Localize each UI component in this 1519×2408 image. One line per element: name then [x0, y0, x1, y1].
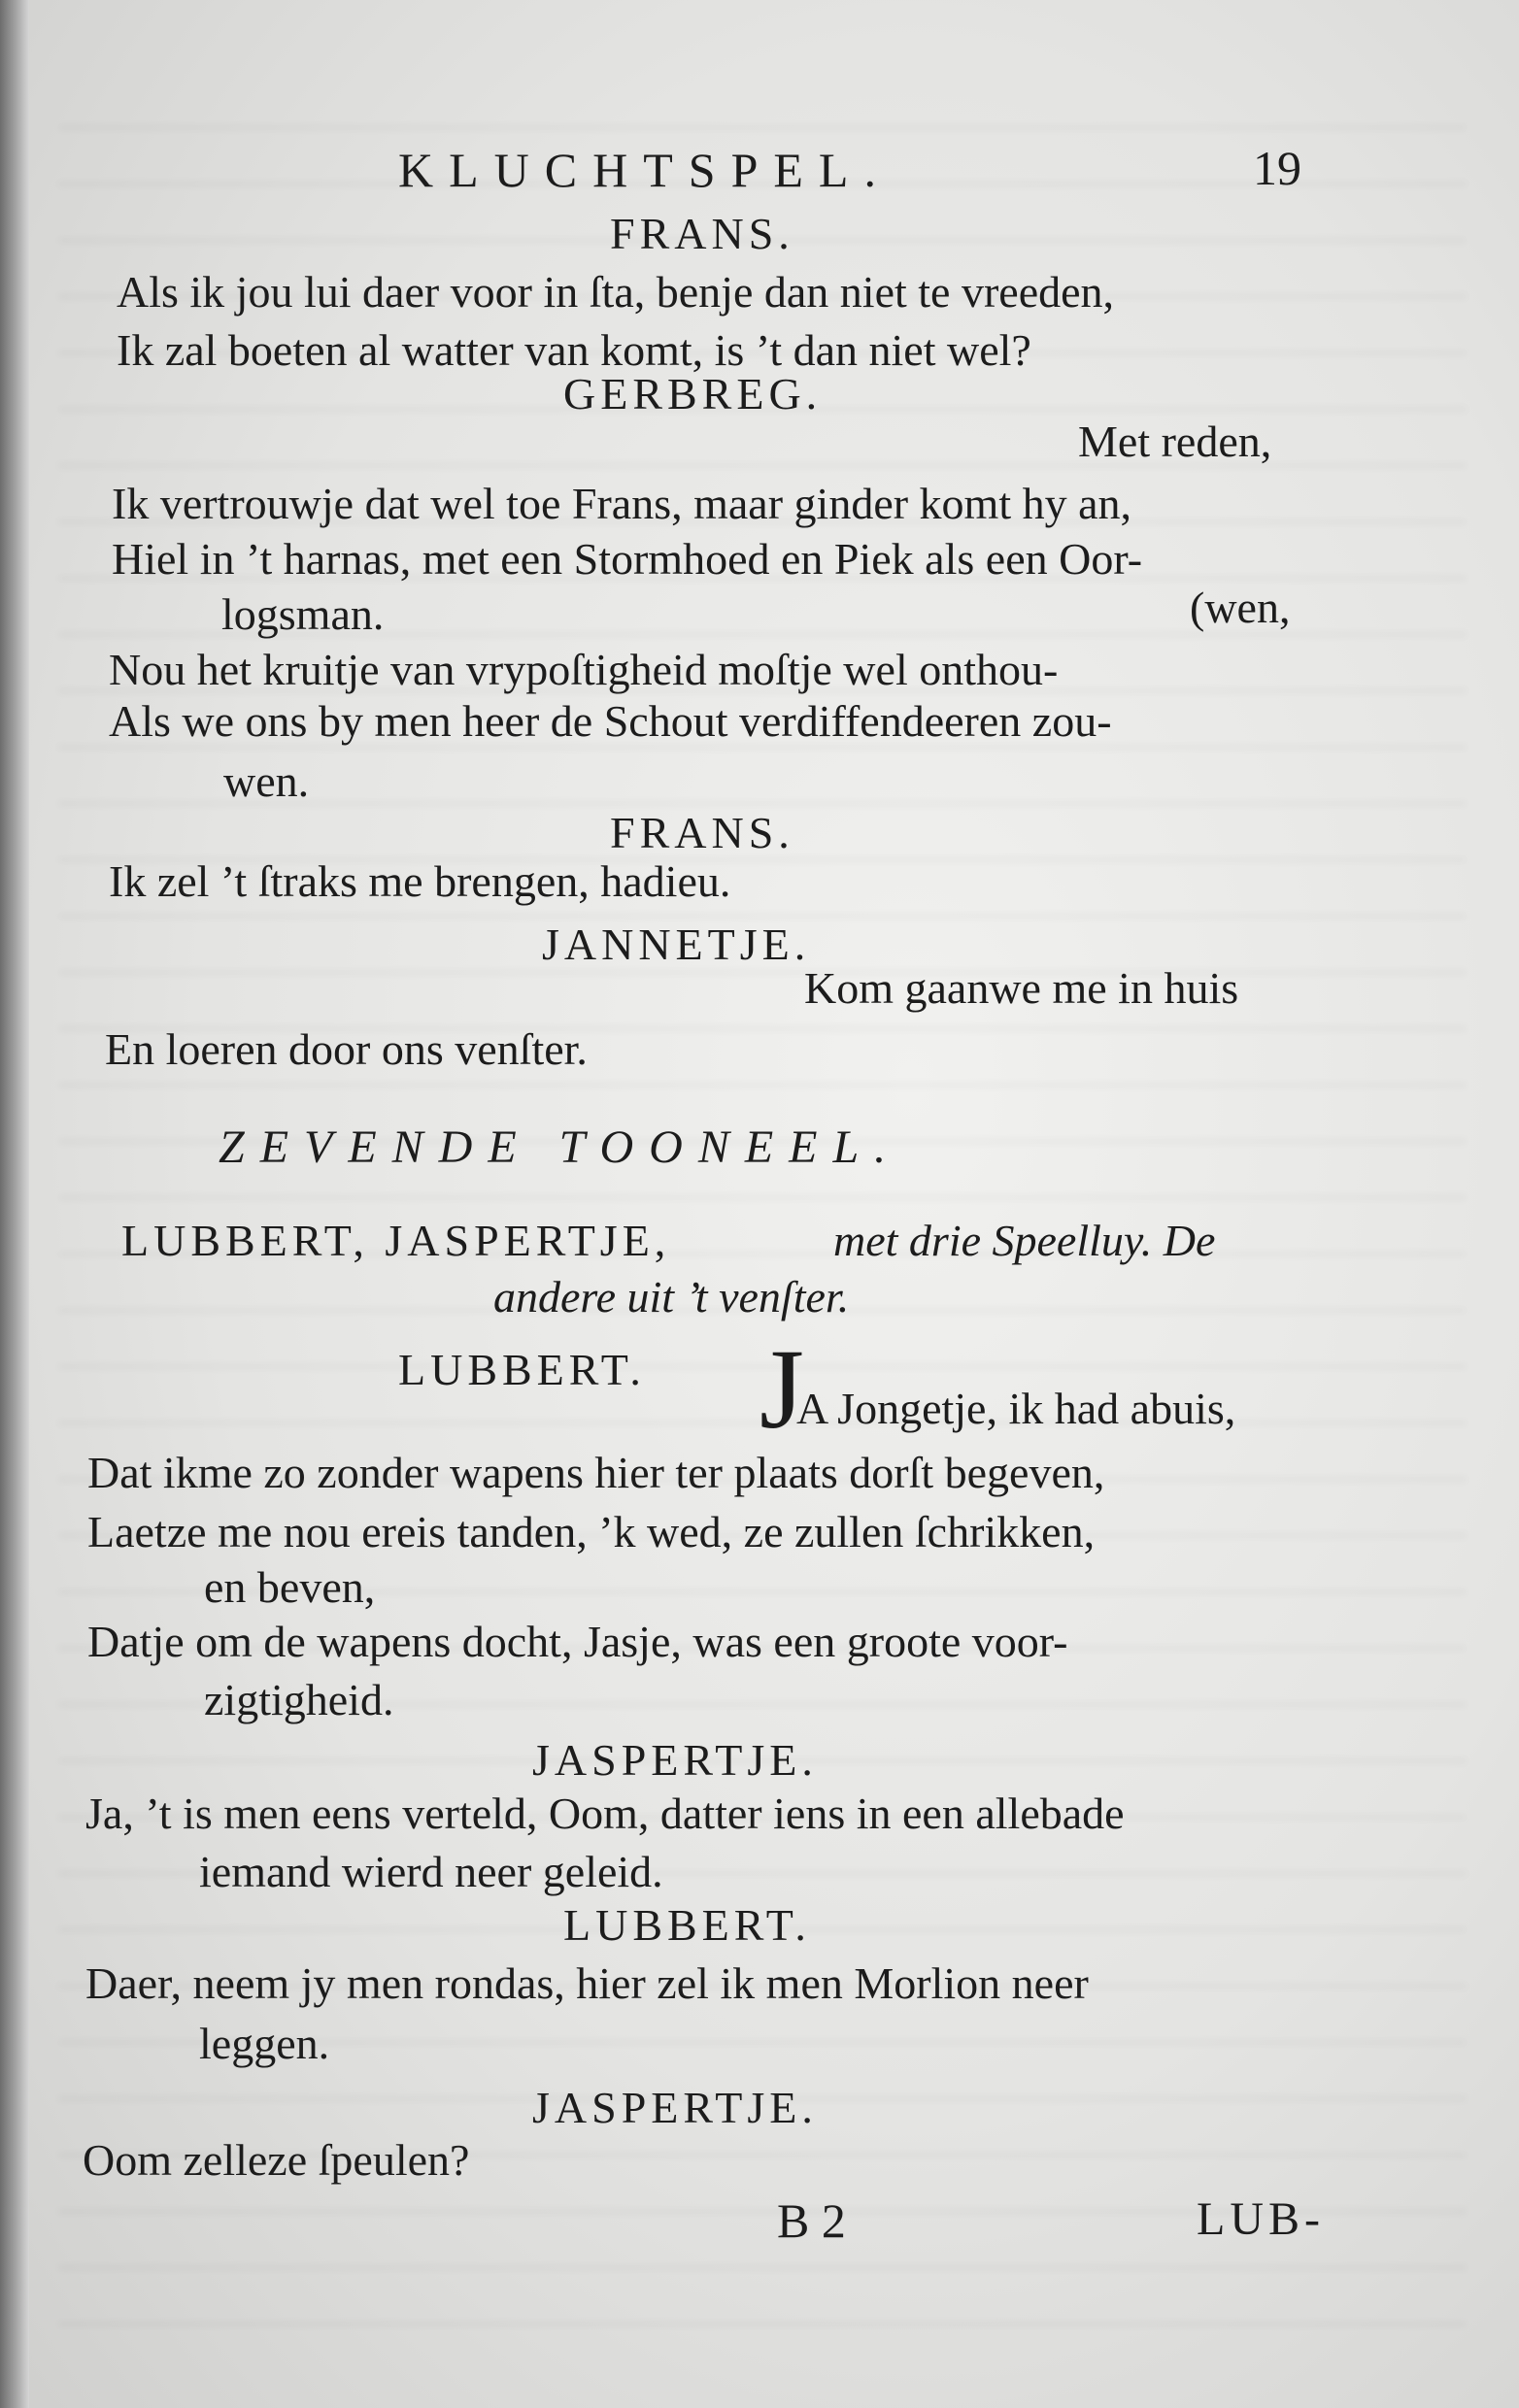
verse-line: zigtigheid.: [204, 1675, 394, 1724]
speaker-lubbert: LUBBERT.: [398, 1345, 646, 1394]
verse-line: Dat ikme zo zonder wapens hier ter plaats dorſt begeven,: [87, 1448, 1105, 1497]
speaker-gerbreg: GERBREG.: [563, 369, 823, 418]
scene-heading: ZEVENDE TOONEEL.: [219, 1121, 902, 1173]
verse-line: En loeren door ons venſter.: [105, 1024, 588, 1074]
verse-line: en beven,: [204, 1562, 376, 1612]
verse-line: wen.: [223, 756, 310, 806]
verse-line: Nou het kruitje van vrypoſtigheid moſtje wel onthou-: [109, 645, 1059, 694]
verse-line: Hiel in ’t harnas, met een Stormhoed en Piek als een Oor-: [112, 534, 1143, 584]
speaker-jaspertje: JASPERTJE.: [532, 1735, 818, 1785]
verse-line: Datje om de wapens docht, Jasje, was een groote voor-: [87, 1617, 1068, 1666]
speaker-frans: FRANS.: [610, 209, 794, 258]
running-title: KLUCHTSPEL.: [398, 143, 892, 197]
verse-line: Oom zelleze ſpeulen?: [83, 2135, 470, 2185]
verse-line: Ik zal boeten al watter van komt, is ’t dan niet wel?: [117, 325, 1031, 375]
stage-direction: andere uit ’t venſter.: [493, 1272, 850, 1321]
verse-line: (wen,: [1190, 583, 1291, 632]
verse-line: A Jongetje, ik had abuis,: [796, 1384, 1236, 1433]
speaker-jaspertje: JASPERTJE.: [532, 2083, 818, 2132]
verse-line: Met reden,: [1078, 417, 1272, 466]
signature-mark: B 2: [777, 2193, 846, 2248]
stage-direction: met drie Speelluy. De: [833, 1216, 1216, 1265]
verse-line: Kom gaanwe me in huis: [804, 963, 1239, 1013]
speaker-lubbert: LUBBERT.: [563, 1900, 811, 1950]
catchword: LUB-: [1197, 2193, 1325, 2245]
speaker-frans: FRANS.: [610, 808, 794, 857]
verse-line: Ja, ’t is men eens verteld, Oom, datter iens in een allebade: [85, 1789, 1125, 1838]
drop-capital: J: [760, 1325, 804, 1453]
speaker-jannetje: JANNETJE.: [542, 920, 811, 969]
verse-line: iemand wierd neer geleid.: [199, 1847, 663, 1896]
page-number: 19: [1253, 141, 1301, 195]
verse-line: logsman.: [221, 589, 385, 639]
verse-line: leggen.: [199, 2019, 330, 2068]
verse-line: Laetze me nou ereis tanden, ’k wed, ze zullen ſchrikken,: [87, 1507, 1096, 1556]
verse-line: Ik zel ’t ſtraks me brengen, hadieu.: [109, 856, 731, 906]
verse-line: Als ik jou lui daer voor in ſta, benje dan niet te vreeden,: [117, 267, 1115, 317]
verse-line: Daer, neem jy men rondas, hier zel ik men Morlion neer: [85, 1958, 1089, 2008]
verse-line: Ik vertrouwje dat wel toe Frans, maar ginder komt hy an,: [112, 479, 1132, 528]
scene-cast: LUBBERT, JASPERTJE,: [121, 1216, 671, 1265]
verse-line: Als we ons by men heer de Schout verdiffendeeren zou-: [109, 696, 1112, 746]
book-spine-shadow: [0, 0, 29, 2408]
